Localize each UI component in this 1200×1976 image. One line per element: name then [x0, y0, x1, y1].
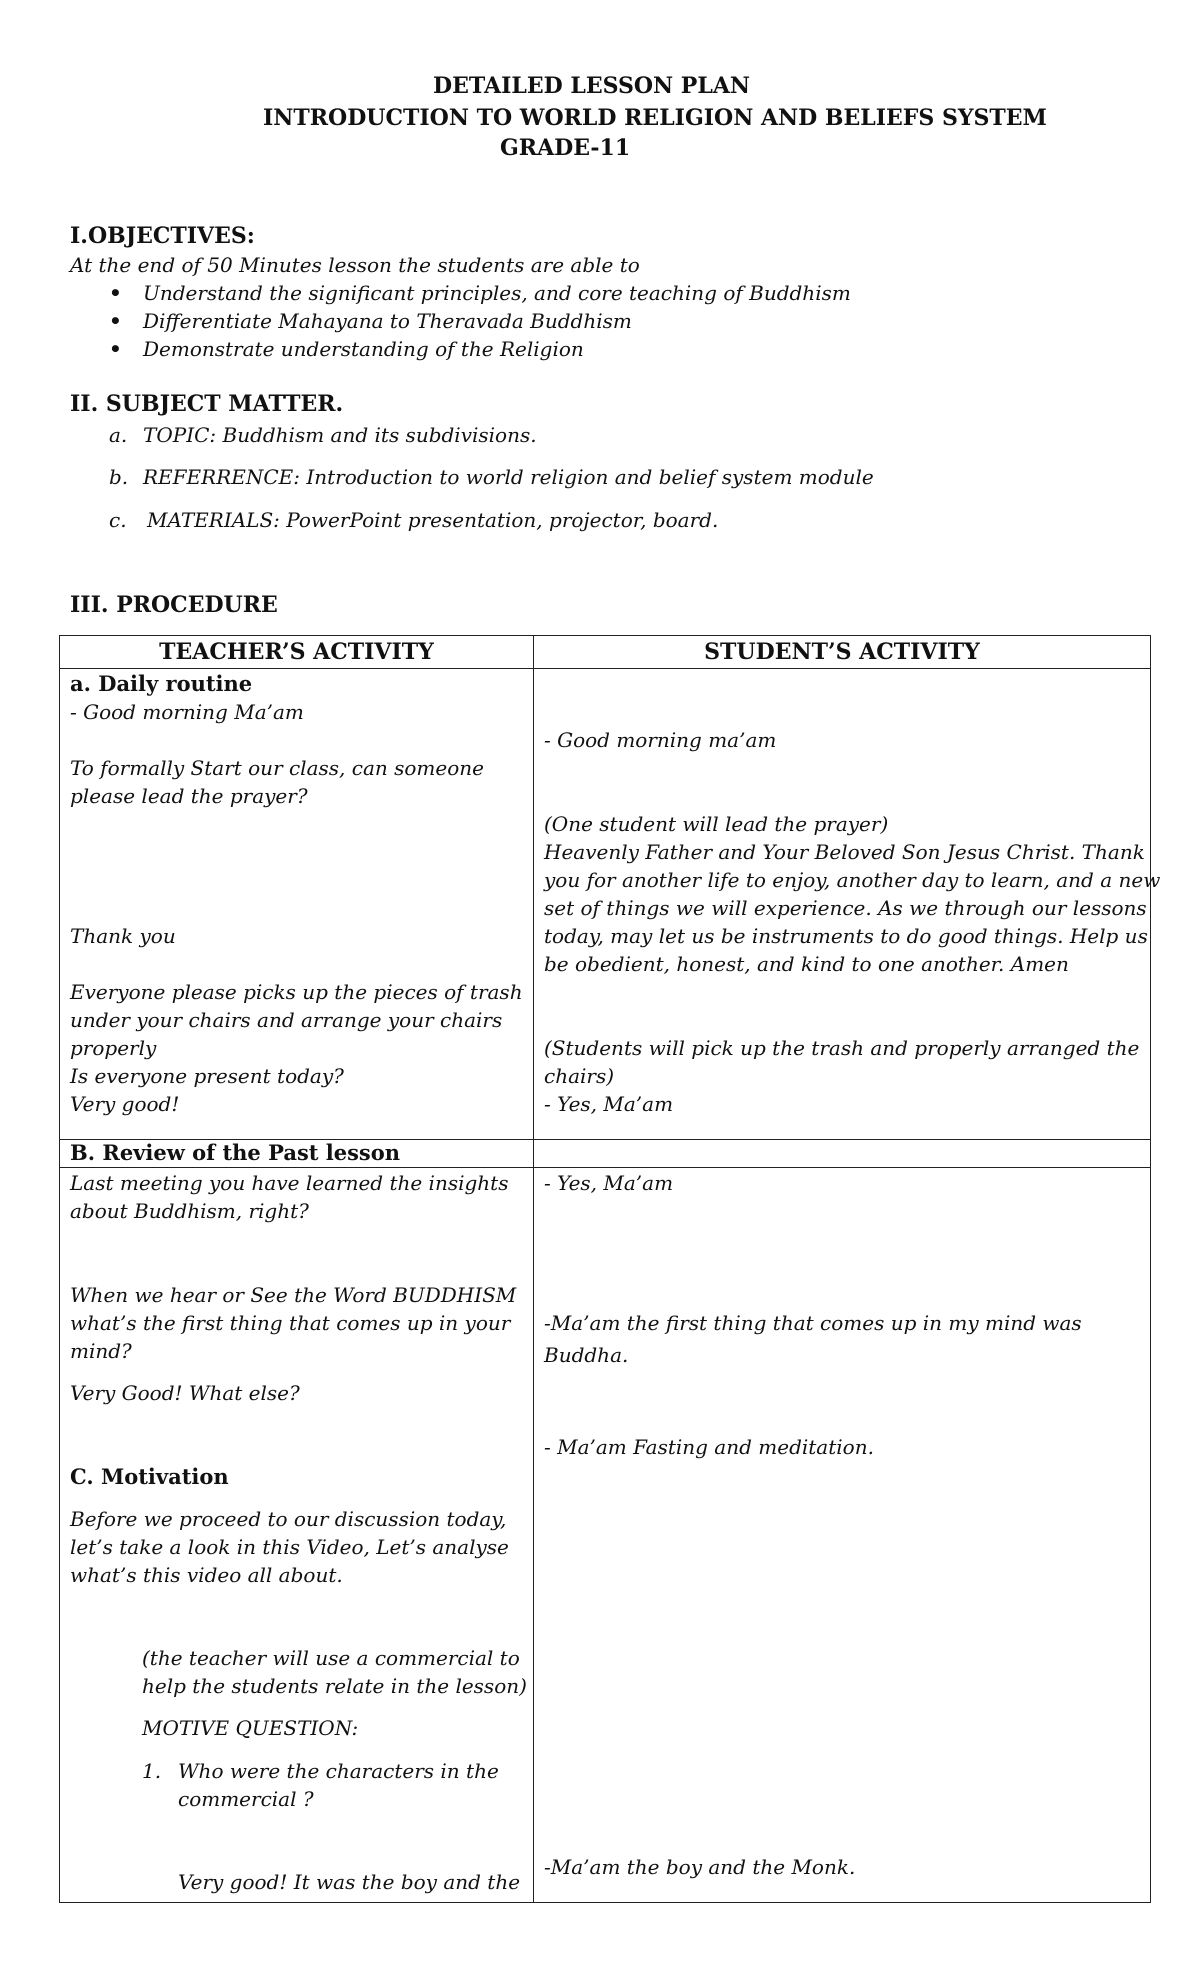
student-cell-daily-routine: [534, 669, 1161, 1140]
objective-item: • Differentiate Mahayana to Theravada Buddhism: [143, 307, 632, 335]
student-line: - Ma’am Fasting and meditation.: [544, 1435, 874, 1459]
procedure-heading: III. PROCEDURE: [70, 592, 278, 618]
teacher-line: Thank you: [70, 924, 176, 948]
student-line: - Yes, Ma’am: [544, 1171, 674, 1195]
teacher-line: Very Good! What else?: [70, 1381, 300, 1405]
student-line: today, may let us be instruments to do good things. Help us: [544, 924, 1148, 948]
teacher-line: Very good! It was the boy and the: [178, 1870, 521, 1894]
student-line: -Ma’am the first thing that comes up in my mind was: [544, 1311, 1082, 1335]
objectives-heading: I.OBJECTIVES:: [70, 223, 255, 249]
teacher-line: commercial ?: [178, 1787, 314, 1811]
subject-matter-heading: II. SUBJECT MATTER.: [70, 391, 344, 417]
doc-grade: GRADE-11: [500, 135, 631, 161]
subject-matter-topic: a. TOPIC: Buddhism and its subdivisions.: [109, 423, 537, 447]
student-line: Buddha.: [544, 1343, 629, 1367]
teacher-line: about Buddhism, right?: [70, 1199, 309, 1223]
teacher-line: properly: [70, 1036, 157, 1060]
student-line: - Yes, Ma’am: [544, 1092, 674, 1116]
teacher-line: - Good morning Ma’am: [70, 700, 304, 724]
section-title: B. Review of the Past lesson: [70, 1140, 401, 1165]
student-cell-review-title: [534, 1140, 1151, 1168]
teacher-line: To formally Start our class, can someone: [70, 756, 484, 780]
teacher-cell-review-title: [60, 1140, 534, 1168]
objectives-intro: At the end of 50 Minutes lesson the students are able to: [70, 253, 640, 277]
teacher-line: Very good!: [70, 1092, 180, 1116]
motive-question-number: 1.: [142, 1759, 162, 1783]
student-line: chairs): [544, 1064, 615, 1088]
teacher-line: help the students relate in the lesson): [142, 1674, 527, 1698]
procedure-table: [59, 635, 1161, 1903]
teacher-line: please lead the prayer?: [70, 784, 308, 808]
student-cell-review-motivation: [534, 1168, 1151, 1903]
teacher-line: mind?: [70, 1339, 132, 1363]
student-activity-header: STUDENT’S ACTIVITY: [534, 636, 1151, 669]
subject-matter-reference: b. REFERRENCE: Introduction to world religion and belief system module: [109, 465, 874, 489]
student-line: be obedient, honest, and kind to one another. Amen: [544, 952, 1069, 976]
subject-matter-materials: c. MATERIALS: PowerPoint presentation, projector, board.: [109, 508, 719, 532]
teacher-line: MOTIVE QUESTION:: [142, 1716, 359, 1740]
doc-subtitle: INTRODUCTION TO WORLD RELIGION AND BELIEFS SYSTEM: [263, 105, 1047, 131]
teacher-line: Everyone please picks up the pieces of trash: [70, 980, 523, 1004]
teacher-activity-header: TEACHER’S ACTIVITY: [60, 636, 534, 669]
student-line: -Ma’am the boy and the Monk.: [544, 1855, 856, 1879]
section-title: C. Motivation: [70, 1464, 229, 1489]
teacher-line: what’s the first thing that comes up in your: [70, 1311, 511, 1335]
doc-title: DETAILED LESSON PLAN: [433, 73, 751, 99]
student-line: - Good morning ma’am: [544, 728, 777, 752]
teacher-cell-review-motivation: [60, 1168, 534, 1903]
objective-item: • Demonstrate understanding of the Religion: [143, 335, 584, 363]
teacher-line: When we hear or See the Word BUDDHISM: [70, 1283, 517, 1307]
teacher-line: under your chairs and arrange your chairs: [70, 1008, 503, 1032]
teacher-line: Before we proceed to our discussion today,: [70, 1507, 507, 1531]
student-line: (One student will lead the prayer): [544, 812, 889, 836]
teacher-cell-daily-routine: [60, 669, 534, 1140]
teacher-line: what’s this video all about.: [70, 1563, 343, 1587]
student-line: you for another life to enjoy, another day to learn, and a new: [544, 868, 1161, 892]
teacher-line: (the teacher will use a commercial to: [142, 1646, 520, 1670]
teacher-line: let’s take a look in this Video, Let’s analyse: [70, 1535, 509, 1559]
teacher-line: Who were the characters in the: [178, 1759, 499, 1783]
student-line: (Students will pick up the trash and properly arranged the: [544, 1036, 1140, 1060]
teacher-line: Last meeting you have learned the insights: [70, 1171, 509, 1195]
student-line: set of things we will experience. As we through our lessons: [544, 896, 1147, 920]
objective-item: • Understand the significant principles, and core teaching of Buddhism: [143, 279, 851, 307]
section-title: a. Daily routine: [70, 671, 253, 696]
student-line: Heavenly Father and Your Beloved Son Jesus Christ. Thank: [544, 840, 1145, 864]
teacher-line: Is everyone present today?: [70, 1064, 344, 1088]
